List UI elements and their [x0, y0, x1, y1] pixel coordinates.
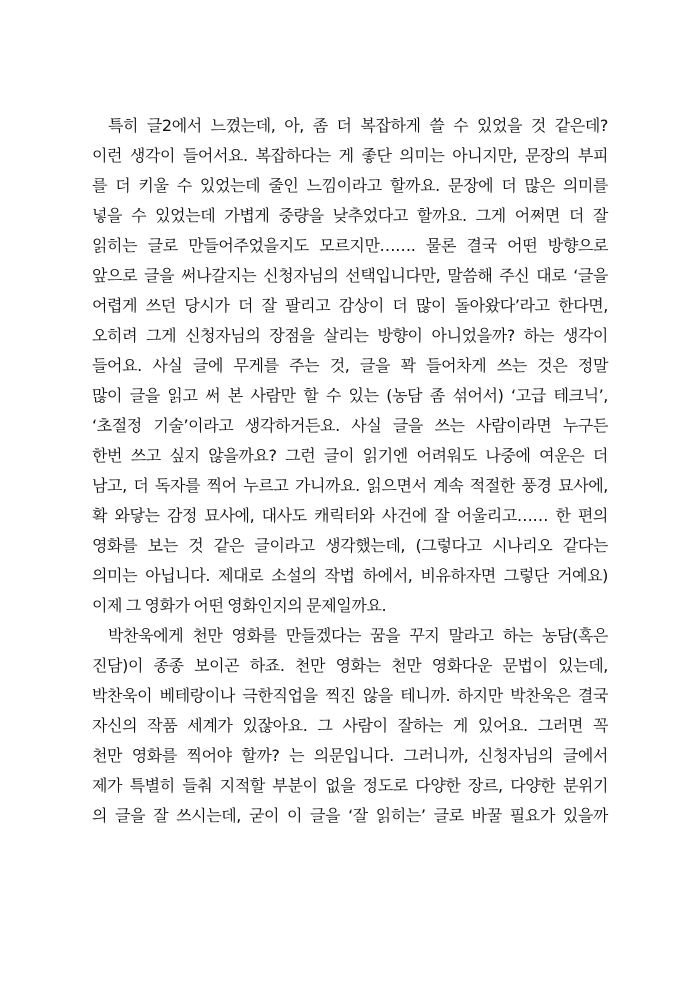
text-line: 이런 생각이 들어서요. 복잡하다는 게 좋단 의미는 아니지만, 문장의 부피	[92, 146, 608, 165]
text-line: 박찬욱이 베테랑이나 극한직업을 찍진 않을 테니까. 하지만 박찬욱은 결국	[92, 686, 608, 705]
text-line: 남고, 더 독자를 찍어 누르고 가니까요. 읽으면서 계속 적절한 풍경 묘사에,	[92, 476, 608, 495]
text-line: 들어요. 사실 글에 무게를 주는 것, 글을 꽉 들어차게 쓰는 것은 정말	[92, 356, 608, 375]
text-line: 박찬욱에게 천만 영화를 만들겠다는 꿈을 꾸지 말라고 하는 농담(혹은	[108, 626, 608, 645]
text-line: 제가 특별히 들춰 지적할 부분이 없을 정도로 다양한 장르, 다양한 분위기	[92, 776, 608, 795]
text-line: ‘초절정 기술’이라고 생각하거든요. 사실 글을 쓰는 사람이라면 누구든	[92, 416, 608, 435]
paragraph	[92, 111, 608, 621]
text-line: 앞으로 글을 써나갈지는 신청자님의 선택입니다만, 말씀해 주신 대로 ‘글을	[92, 266, 608, 285]
text-line: 확 와닿는 감정 묘사에, 대사도 캐릭터와 사건에 잘 어울리고…… 한 편의	[92, 506, 608, 525]
text-line: 를 더 키울 수 있었는데 줄인 느낌이라고 할까요. 문장에 더 많은 의미를	[92, 176, 608, 195]
text-line: 한번 쓰고 싶지 않을까요? 그런 글이 읽기엔 어려워도 나중에 여운은 더	[92, 446, 608, 465]
text-line: 오히려 그게 신청자님의 장점을 살리는 방향이 아니었을까? 하는 생각이	[92, 326, 608, 345]
text-line: 읽히는 글로 만들어주었을지도 모르지만……. 물론 결국 어떤 방향으로	[92, 236, 608, 255]
text-line: 의 글을 잘 쓰시는데, 굳이 이 글을 ‘잘 읽히는’ 글로 바꿀 필요가 있을까	[92, 806, 608, 825]
text-line: 천만 영화를 찍어야 할까? 는 의문입니다. 그러니까, 신청자님의 글에서	[92, 746, 608, 765]
text-line: 영화를 보는 것 같은 글이라고 생각했는데, (그렇다고 시나리오 같다는	[92, 536, 608, 555]
text-line: 어렵게 쓰던 당시가 더 잘 팔리고 감상이 더 많이 돌아왔다’라고 한다면,	[92, 296, 608, 315]
text-line: 자신의 작품 세계가 있잖아요. 그 사람이 잘하는 게 있어요. 그러면 꼭	[92, 716, 608, 735]
paragraph	[92, 621, 608, 831]
text-line: 이제 그 영화가 어떤 영화인지의 문제일까요.	[92, 596, 387, 615]
text-line: 진담)이 종종 보이곤 하죠. 천만 영화는 천만 영화다운 문법이 있는데,	[92, 656, 608, 675]
text-line: 넣을 수 있었는데 가볍게 중량을 낮추었다고 할까요. 그게 어쩌면 더 잘	[92, 206, 608, 225]
body-text	[92, 111, 608, 831]
text-line: 많이 글을 읽고 써 본 사람만 할 수 있는 (농담 좀 섞어서) ‘고급 테크닉’,	[92, 386, 608, 405]
text-line: 의미는 아닙니다. 제대로 소설의 작법 하에서, 비유하자면 그렇단 거예요)	[92, 566, 608, 585]
text-line: 특히 글2에서 느꼈는데, 아, 좀 더 복잡하게 쓸 수 있었을 것 같은데?	[108, 116, 608, 135]
